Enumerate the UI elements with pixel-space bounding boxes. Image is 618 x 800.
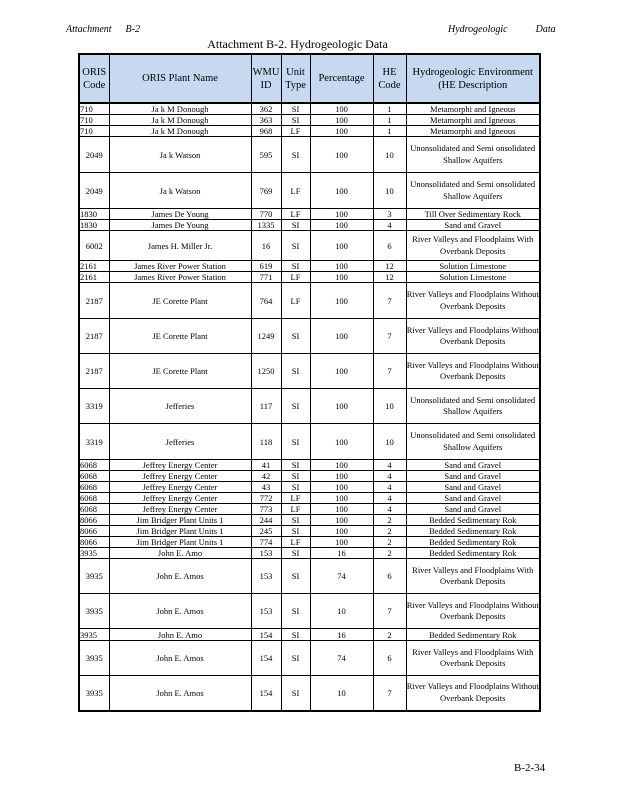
cell-percentage: 100 bbox=[310, 526, 373, 537]
cell-wmu-id: 1335 bbox=[251, 220, 281, 231]
cell-he-description: Bedded Sedimentary Rok bbox=[406, 537, 540, 548]
cell-wmu-id: 595 bbox=[251, 137, 281, 173]
cell-he-code: 12 bbox=[373, 272, 406, 283]
cell-unit-type: SI bbox=[281, 354, 310, 389]
cell-he-code: 6 bbox=[373, 559, 406, 594]
cell-plant-name: Jeffrey Energy Center bbox=[109, 482, 251, 493]
cell-wmu-id: 770 bbox=[251, 209, 281, 220]
cell-oris-code: 6068 bbox=[79, 482, 109, 493]
cell-he-code: 1 bbox=[373, 126, 406, 137]
cell-oris-code: 3935 bbox=[79, 548, 109, 559]
table-row bbox=[79, 460, 540, 471]
cell-plant-name: Jefferies bbox=[109, 389, 251, 424]
cell-unit-type: LF bbox=[281, 272, 310, 283]
cell-percentage: 10 bbox=[310, 594, 373, 629]
cell-percentage: 16 bbox=[310, 548, 373, 559]
col-header-he-description: Hydrogeologic Environment (HE Description bbox=[406, 54, 540, 103]
cell-percentage: 100 bbox=[310, 209, 373, 220]
cell-plant-name: James River Power Station bbox=[109, 272, 251, 283]
cell-plant-name: John E. Amos bbox=[109, 676, 251, 711]
cell-oris-code: 3935 bbox=[79, 559, 109, 594]
cell-wmu-id: 16 bbox=[251, 231, 281, 261]
cell-wmu-id: 42 bbox=[251, 471, 281, 482]
table-row bbox=[79, 137, 540, 173]
cell-wmu-id: 772 bbox=[251, 493, 281, 504]
col-header-wmu-id: WMU ID bbox=[251, 54, 281, 103]
table-row bbox=[79, 548, 540, 559]
attachment-code: B-2 bbox=[125, 24, 140, 35]
cell-wmu-id: 619 bbox=[251, 261, 281, 272]
cell-oris-code: 2161 bbox=[79, 261, 109, 272]
cell-he-code: 4 bbox=[373, 220, 406, 231]
running-header-right bbox=[448, 24, 556, 35]
cell-he-code: 1 bbox=[373, 103, 406, 115]
cell-wmu-id: 363 bbox=[251, 115, 281, 126]
cell-percentage: 100 bbox=[310, 319, 373, 354]
cell-oris-code: 8066 bbox=[79, 515, 109, 526]
cell-he-description: Sand and Gravel bbox=[406, 471, 540, 482]
cell-unit-type: SI bbox=[281, 515, 310, 526]
cell-percentage: 16 bbox=[310, 629, 373, 641]
cell-percentage: 100 bbox=[310, 173, 373, 209]
cell-oris-code: 710 bbox=[79, 115, 109, 126]
cell-unit-type: SI bbox=[281, 220, 310, 231]
cell-unit-type: SI bbox=[281, 548, 310, 559]
cell-plant-name: James H. Miller Jr. bbox=[109, 231, 251, 261]
attachment-label: Attachment bbox=[66, 24, 112, 35]
cell-oris-code: 8066 bbox=[79, 537, 109, 548]
cell-wmu-id: 1250 bbox=[251, 354, 281, 389]
cell-he-code: 2 bbox=[373, 526, 406, 537]
table-row bbox=[79, 471, 540, 482]
cell-unit-type: SI bbox=[281, 460, 310, 471]
header-word-hydrogeologic: Hydrogeologic bbox=[448, 24, 508, 35]
table-row bbox=[79, 424, 540, 460]
cell-he-description: Metamorphi and Igneous bbox=[406, 126, 540, 137]
cell-oris-code: 1830 bbox=[79, 220, 109, 231]
cell-oris-code: 3935 bbox=[79, 629, 109, 641]
cell-oris-code: 3935 bbox=[79, 676, 109, 711]
cell-he-code: 4 bbox=[373, 482, 406, 493]
table-row bbox=[79, 126, 540, 137]
cell-percentage: 10 bbox=[310, 676, 373, 711]
cell-he-description: Solution Limestone bbox=[406, 261, 540, 272]
cell-plant-name: Ja k M Donough bbox=[109, 115, 251, 126]
cell-plant-name: James De Young bbox=[109, 209, 251, 220]
cell-wmu-id: 154 bbox=[251, 629, 281, 641]
cell-percentage: 100 bbox=[310, 471, 373, 482]
table-row bbox=[79, 209, 540, 220]
cell-he-code: 7 bbox=[373, 283, 406, 319]
cell-percentage: 100 bbox=[310, 389, 373, 424]
cell-he-description: Bedded Sedimentary Rok bbox=[406, 629, 540, 641]
cell-he-code: 2 bbox=[373, 548, 406, 559]
cell-he-code: 4 bbox=[373, 504, 406, 515]
cell-oris-code: 3319 bbox=[79, 389, 109, 424]
table-row bbox=[79, 629, 540, 641]
table-row bbox=[79, 173, 540, 209]
cell-he-description: River Valleys and Floodplains Without Overbank Deposits bbox=[406, 676, 540, 711]
cell-plant-name: Jim Bridger Plant Units 1 bbox=[109, 537, 251, 548]
cell-wmu-id: 245 bbox=[251, 526, 281, 537]
cell-percentage: 100 bbox=[310, 220, 373, 231]
cell-oris-code: 6068 bbox=[79, 460, 109, 471]
cell-oris-code: 8066 bbox=[79, 526, 109, 537]
cell-he-description: Sand and Gravel bbox=[406, 460, 540, 471]
cell-percentage: 74 bbox=[310, 641, 373, 676]
cell-unit-type: SI bbox=[281, 676, 310, 711]
running-header-left bbox=[66, 24, 140, 35]
cell-percentage: 100 bbox=[310, 493, 373, 504]
table-row bbox=[79, 220, 540, 231]
cell-he-code: 2 bbox=[373, 515, 406, 526]
cell-he-code: 2 bbox=[373, 537, 406, 548]
cell-he-code: 1 bbox=[373, 115, 406, 126]
col-header-percentage: Percentage bbox=[310, 54, 373, 103]
cell-he-description: Sand and Gravel bbox=[406, 504, 540, 515]
cell-wmu-id: 41 bbox=[251, 460, 281, 471]
cell-oris-code: 3935 bbox=[79, 594, 109, 629]
cell-he-description: Unonsolidated and Semi onsolidated Shallow Aquifers bbox=[406, 389, 540, 424]
cell-plant-name: JE Corette Plant bbox=[109, 283, 251, 319]
cell-unit-type: SI bbox=[281, 559, 310, 594]
cell-percentage: 100 bbox=[310, 515, 373, 526]
cell-oris-code: 1830 bbox=[79, 209, 109, 220]
cell-he-description: Solution Limestone bbox=[406, 272, 540, 283]
cell-oris-code: 6068 bbox=[79, 471, 109, 482]
cell-unit-type: SI bbox=[281, 389, 310, 424]
cell-plant-name: Ja k Watson bbox=[109, 173, 251, 209]
cell-plant-name: James River Power Station bbox=[109, 261, 251, 272]
cell-wmu-id: 773 bbox=[251, 504, 281, 515]
cell-plant-name: Ja k M Donough bbox=[109, 103, 251, 115]
cell-plant-name: James De Young bbox=[109, 220, 251, 231]
cell-he-description: Metamorphi and Igneous bbox=[406, 103, 540, 115]
cell-percentage: 100 bbox=[310, 261, 373, 272]
cell-plant-name: JE Corette Plant bbox=[109, 319, 251, 354]
table-title: Attachment B-2. Hydrogeologic Data bbox=[207, 37, 388, 51]
cell-he-code: 7 bbox=[373, 594, 406, 629]
cell-wmu-id: 774 bbox=[251, 537, 281, 548]
cell-he-code: 10 bbox=[373, 389, 406, 424]
cell-percentage: 100 bbox=[310, 272, 373, 283]
cell-he-code: 10 bbox=[373, 137, 406, 173]
cell-he-description: Sand and Gravel bbox=[406, 482, 540, 493]
cell-oris-code: 2049 bbox=[79, 137, 109, 173]
cell-wmu-id: 154 bbox=[251, 641, 281, 676]
cell-unit-type: LF bbox=[281, 504, 310, 515]
cell-oris-code: 710 bbox=[79, 126, 109, 137]
cell-plant-name: Jeffrey Energy Center bbox=[109, 504, 251, 515]
cell-oris-code: 2161 bbox=[79, 272, 109, 283]
cell-unit-type: SI bbox=[281, 482, 310, 493]
cell-oris-code: 710 bbox=[79, 103, 109, 115]
cell-oris-code: 2187 bbox=[79, 283, 109, 319]
table-row bbox=[79, 594, 540, 629]
table-row bbox=[79, 482, 540, 493]
col-header-he-code: HE Code bbox=[373, 54, 406, 103]
cell-plant-name: Jim Bridger Plant Units 1 bbox=[109, 515, 251, 526]
cell-he-description: Sand and Gravel bbox=[406, 220, 540, 231]
cell-plant-name: John E. Amo bbox=[109, 629, 251, 641]
cell-unit-type: LF bbox=[281, 173, 310, 209]
cell-plant-name: Jefferies bbox=[109, 424, 251, 460]
cell-wmu-id: 771 bbox=[251, 272, 281, 283]
cell-he-description: Unonsolidated and Semi onsolidated Shallow Aquifers bbox=[406, 137, 540, 173]
cell-percentage: 100 bbox=[310, 504, 373, 515]
table-row bbox=[79, 515, 540, 526]
cell-unit-type: SI bbox=[281, 424, 310, 460]
cell-percentage: 100 bbox=[310, 354, 373, 389]
cell-unit-type: LF bbox=[281, 537, 310, 548]
cell-wmu-id: 769 bbox=[251, 173, 281, 209]
cell-he-description: Unonsolidated and Semi onsolidated Shallow Aquifers bbox=[406, 424, 540, 460]
header-row bbox=[79, 54, 540, 103]
cell-percentage: 100 bbox=[310, 424, 373, 460]
table-row bbox=[79, 641, 540, 676]
cell-unit-type: LF bbox=[281, 283, 310, 319]
cell-plant-name: Jeffrey Energy Center bbox=[109, 493, 251, 504]
cell-he-code: 2 bbox=[373, 629, 406, 641]
cell-oris-code: 6068 bbox=[79, 493, 109, 504]
cell-wmu-id: 153 bbox=[251, 559, 281, 594]
cell-he-description: River Valleys and Floodplains Without Overbank Deposits bbox=[406, 354, 540, 389]
cell-unit-type: SI bbox=[281, 261, 310, 272]
cell-plant-name: JE Corette Plant bbox=[109, 354, 251, 389]
table-row bbox=[79, 103, 540, 115]
page-number: B-2-34 bbox=[514, 762, 546, 774]
table-row bbox=[79, 272, 540, 283]
cell-wmu-id: 117 bbox=[251, 389, 281, 424]
cell-unit-type: LF bbox=[281, 126, 310, 137]
cell-plant-name: John E. Amo bbox=[109, 548, 251, 559]
col-header-unit-type: Unit Type bbox=[281, 54, 310, 103]
cell-wmu-id: 118 bbox=[251, 424, 281, 460]
cell-unit-type: SI bbox=[281, 103, 310, 115]
cell-percentage: 100 bbox=[310, 115, 373, 126]
cell-wmu-id: 154 bbox=[251, 676, 281, 711]
cell-percentage: 100 bbox=[310, 126, 373, 137]
cell-plant-name: John E. Amos bbox=[109, 594, 251, 629]
cell-oris-code: 2187 bbox=[79, 354, 109, 389]
cell-he-code: 10 bbox=[373, 173, 406, 209]
table-row bbox=[79, 231, 540, 261]
cell-plant-name: John E. Amos bbox=[109, 641, 251, 676]
cell-wmu-id: 153 bbox=[251, 548, 281, 559]
cell-oris-code: 6002 bbox=[79, 231, 109, 261]
cell-unit-type: SI bbox=[281, 319, 310, 354]
table-row bbox=[79, 526, 540, 537]
cell-percentage: 100 bbox=[310, 482, 373, 493]
cell-he-code: 4 bbox=[373, 493, 406, 504]
table-body bbox=[79, 103, 540, 711]
cell-he-description: River Valleys and Floodplains With Overbank Deposits bbox=[406, 641, 540, 676]
cell-he-description: Sand and Gravel bbox=[406, 493, 540, 504]
cell-percentage: 100 bbox=[310, 283, 373, 319]
cell-oris-code: 3319 bbox=[79, 424, 109, 460]
cell-plant-name: Ja k M Donough bbox=[109, 126, 251, 137]
cell-he-code: 6 bbox=[373, 641, 406, 676]
header-word-data: Data bbox=[535, 24, 556, 35]
cell-he-description: River Valleys and Floodplains With Overbank Deposits bbox=[406, 559, 540, 594]
col-header-oris-code: ORIS Code bbox=[79, 54, 109, 103]
cell-plant-name: Jim Bridger Plant Units 1 bbox=[109, 526, 251, 537]
cell-he-description: Bedded Sedimentary Rok bbox=[406, 515, 540, 526]
cell-wmu-id: 968 bbox=[251, 126, 281, 137]
cell-he-description: Bedded Sedimentary Rok bbox=[406, 548, 540, 559]
table-row bbox=[79, 261, 540, 272]
cell-percentage: 100 bbox=[310, 231, 373, 261]
cell-he-code: 7 bbox=[373, 354, 406, 389]
table-row bbox=[79, 283, 540, 319]
cell-oris-code: 3935 bbox=[79, 641, 109, 676]
cell-unit-type: SI bbox=[281, 641, 310, 676]
cell-unit-type: LF bbox=[281, 209, 310, 220]
cell-unit-type: SI bbox=[281, 471, 310, 482]
cell-unit-type: LF bbox=[281, 493, 310, 504]
cell-unit-type: SI bbox=[281, 137, 310, 173]
table-row bbox=[79, 559, 540, 594]
cell-unit-type: SI bbox=[281, 115, 310, 126]
cell-he-code: 10 bbox=[373, 424, 406, 460]
cell-he-description: Unonsolidated and Semi onsolidated Shallow Aquifers bbox=[406, 173, 540, 209]
cell-plant-name: Ja k Watson bbox=[109, 137, 251, 173]
cell-plant-name: Jeffrey Energy Center bbox=[109, 460, 251, 471]
cell-unit-type: SI bbox=[281, 526, 310, 537]
cell-oris-code: 2187 bbox=[79, 319, 109, 354]
cell-he-code: 4 bbox=[373, 471, 406, 482]
cell-percentage: 100 bbox=[310, 103, 373, 115]
table-row bbox=[79, 319, 540, 354]
cell-he-description: River Valleys and Floodplains Without Overbank Deposits bbox=[406, 594, 540, 629]
cell-wmu-id: 362 bbox=[251, 103, 281, 115]
cell-wmu-id: 43 bbox=[251, 482, 281, 493]
cell-oris-code: 6068 bbox=[79, 504, 109, 515]
cell-he-description: Metamorphi and Igneous bbox=[406, 115, 540, 126]
table-row bbox=[79, 493, 540, 504]
hydrogeologic-data-table bbox=[78, 53, 541, 712]
cell-he-code: 7 bbox=[373, 319, 406, 354]
cell-he-description: Till Over Sedimentary Rock bbox=[406, 209, 540, 220]
cell-he-description: River Valleys and Floodplains With Overbank Deposits bbox=[406, 231, 540, 261]
cell-he-description: River Valleys and Floodplains Without Overbank Deposits bbox=[406, 283, 540, 319]
cell-he-code: 4 bbox=[373, 460, 406, 471]
cell-oris-code: 2049 bbox=[79, 173, 109, 209]
cell-plant-name: John E. Amos bbox=[109, 559, 251, 594]
table-row bbox=[79, 537, 540, 548]
cell-he-code: 7 bbox=[373, 676, 406, 711]
cell-wmu-id: 153 bbox=[251, 594, 281, 629]
cell-he-description: Bedded Sedimentary Rok bbox=[406, 526, 540, 537]
cell-plant-name: Jeffrey Energy Center bbox=[109, 471, 251, 482]
cell-he-description: River Valleys and Floodplains Without Overbank Deposits bbox=[406, 319, 540, 354]
table-row bbox=[79, 354, 540, 389]
table-row bbox=[79, 504, 540, 515]
col-header-plant-name: ORIS Plant Name bbox=[109, 54, 251, 103]
cell-unit-type: SI bbox=[281, 231, 310, 261]
cell-unit-type: SI bbox=[281, 629, 310, 641]
cell-percentage: 74 bbox=[310, 559, 373, 594]
cell-percentage: 100 bbox=[310, 460, 373, 471]
cell-he-code: 3 bbox=[373, 209, 406, 220]
cell-wmu-id: 244 bbox=[251, 515, 281, 526]
cell-he-code: 12 bbox=[373, 261, 406, 272]
table-row bbox=[79, 389, 540, 424]
table-row bbox=[79, 676, 540, 711]
cell-wmu-id: 764 bbox=[251, 283, 281, 319]
cell-wmu-id: 1249 bbox=[251, 319, 281, 354]
cell-percentage: 100 bbox=[310, 137, 373, 173]
table-row bbox=[79, 115, 540, 126]
cell-unit-type: SI bbox=[281, 594, 310, 629]
cell-percentage: 100 bbox=[310, 537, 373, 548]
cell-he-code: 6 bbox=[373, 231, 406, 261]
